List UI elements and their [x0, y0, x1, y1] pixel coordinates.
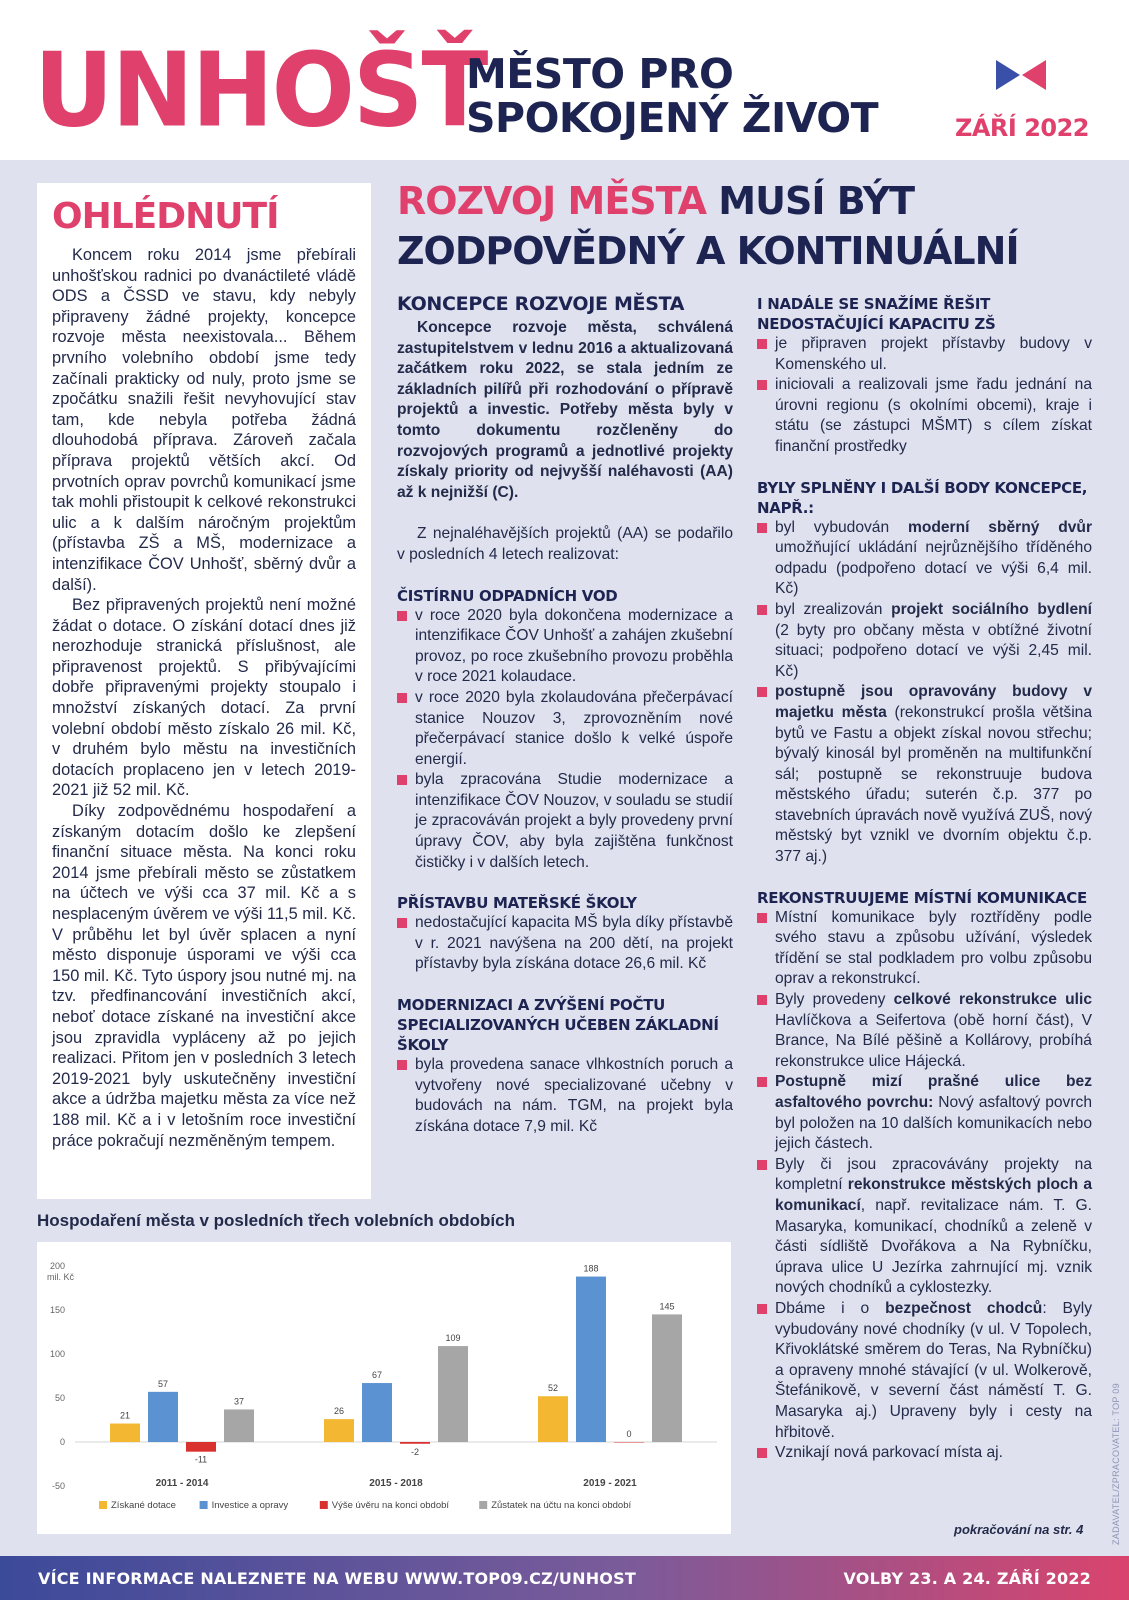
chart-bar	[110, 1424, 140, 1442]
chart-bar	[538, 1396, 568, 1442]
retrospect-paragraph-3: Díky zodpovědnému hospodaření a získaným dotacím došlo ke zlepšení finanční situace města. Na konci roku 2014 jsme přebírali město se zůstatkem na účtech ve výši cca 37 mil. Kč a s nesplaceným úvěrem ve výši 11,5 mil. Kč. V průběhu let byl úvěr splacen a nyní město disponuje úsporami ve výši cca 150 mil. Kč. Tyto úspory jsou nutné mj. na tzv. předfinancování investičních akcí, neboť dotace získané na investiční akce jsou zpravidla vypláceny až po jejich realizaci. Přitom jen v posledních 3 letech 2019-2021 byly uskutečněny investiční akce a údržba majetku města za více než 188 mil. Kč a i v letošním roce investiční práce pokračují nezměněným tempem.	[52, 802, 356, 1150]
y-tick-label: 150	[49, 1305, 65, 1315]
list-item: iniciovali a realizovali jsme řadu jednání na úrovni regionu (s okolními obcemi), kraje i státu (se zástupci MŠMT) s cílem získat finanční prostředky	[757, 375, 1092, 457]
roads-heading: REKONSTRUUJEME MÍSTNÍ KOMUNIKACE	[757, 888, 1087, 907]
slogan-line-1: MĚSTO PRO	[466, 50, 734, 98]
list-item: byla provedena sanace vlhkostních poruch a vytvořeny nové specializované učebny v budovách na nám. TGM, na projekt byla získána dotace 7,9 mil. Kč	[397, 1055, 733, 1137]
slogan-line-2: SPOKOJENÝ ŽIVOT	[466, 94, 879, 142]
kindergarten-heading: PŘÍSTAVBU MATEŘSKÉ ŠKOLY	[397, 894, 637, 913]
continued-note: pokračování na str. 4	[954, 1522, 1084, 1537]
bar-value-label: 37	[233, 1396, 245, 1407]
legend-swatch	[320, 1501, 328, 1509]
list-item: postupně jsou opravovány budovy v majetku města (rekonstrukcí prošla většina bytů ve Fastu a objekt získal novou střechu; bývalý kinosál byl proměněn na multifunkční sál; postupně se rekonstruuje budova městského úřadu; suterén č.p. 377 po stavebních úpravách nově využívá ZUŠ, nový městský byt vznikl ve dvorním objektu č.p. 377 aj.)	[757, 682, 1092, 867]
list-item: v roce 2020 byla dokončena modernizace a intenzifikace ČOV Unhošť a zahájen zkušební provoz, po roce zkušebního provozu proběhla v roce 2021 kolaudace.	[397, 606, 733, 688]
chart-bar	[438, 1346, 468, 1442]
chart-bar	[224, 1409, 254, 1442]
bar-value-label: 109	[445, 1333, 461, 1344]
y-tick-label: 200	[49, 1261, 65, 1271]
main-title	[397, 176, 1019, 276]
list-item: nedostačující kapacita MŠ byla díky přístavbě v r. 2021 navýšena na 200 dětí, na projekt přístavby byla získána dotace 26,6 mil. Kč	[397, 913, 733, 975]
finance-chart-svg	[37, 1242, 731, 1534]
y-tick-label: 100	[49, 1349, 65, 1359]
list-item: byla zpracována Studie modernizace a intenzifikace ČOV Nouzov, v souladu se studií je zpracováván projekt a byly provedeny první úpravy ČOV, aby byla zajištěna funkčnost čističky i v dalších letech.	[397, 770, 733, 873]
x-category-label: 2019 - 2021	[583, 1478, 637, 1489]
list-item: Dbáme i o bezpečnost chodců: Byly vybudovány nové chodníky (v ul. V Topolech, Křivoklátské směrem do Teras, Na Rybníčku) a opraveny mnohé stávající (v ul. Wolkerově, Štefánikově, v severní část náměstí T. G. Masaryka aj.) Upraveny byly i cesty na hřbitově.	[757, 1299, 1092, 1443]
issue-date: ZÁŘÍ 2022	[954, 114, 1089, 142]
chart-bar	[186, 1442, 216, 1452]
bar-value-label: -11	[194, 1454, 208, 1465]
school-heading: MODERNIZACI A ZVÝŠENÍ POČTU SPECIALIZOVANÝCH UČEBEN ZÁKLADNÍ ŠKOLY	[397, 996, 719, 1055]
list-item: Místní komunikace byly roztříděny podle svého stavu a způsobu užívání, výsledek třídění se stal podkladem pro volbu způsobu oprav a rekonstrukcí.	[757, 908, 1092, 990]
x-category-label: 2015 - 2018	[369, 1478, 423, 1489]
kindergarten-list	[397, 913, 733, 975]
retrospect-box	[37, 183, 371, 1199]
bar-value-label: 21	[119, 1410, 131, 1421]
finance-chart	[37, 1242, 731, 1534]
y-tick-label: -50	[51, 1481, 65, 1491]
list-item: Vznikají nová parkovací místa aj.	[757, 1443, 1092, 1464]
retrospect-paragraph-1: Koncem roku 2014 jsme přebírali unhošťskou radnici po dvanáctileté vládě ODS a ČSSD ve stavu, kdy nebyly připraveny žádné projekty, koncepce rozvoje města neexistovala... Během prvního volebního období jsme tedy začínali prakticky od nuly, proto jsme se zpočátku snažili řešit nevyhovující stav tam, kde nebyla potřeba žádná dlouhodobá příprava. Zároveň začala příprava projektů větších akcí. Od prvotních oprav povrchů komunikací jsme tak mohli přistoupit k celkové rekonstrukci ulic a k dalším náročným projektům (přístavba ZŠ a MŠ, modernizace a intenzifikace ČOV Unhošť, sběrný dvůr a další).	[52, 246, 356, 594]
retrospect-paragraph-2: Bez připravených projektů není možné žádat o dotace. O získání dotací dnes již nerozhoduje stranická příslušnost, ale připravenost projektů. S přibývajícími dobře připravenými projekty stoupalo i množství získaných dotací. Za první volební období město získalo 26 mil. Kč, v druhém bylo městu na investičních dotacích proplaceno jen v letech 2019-2021 již 52 mil. Kč.	[52, 596, 356, 800]
chart-bar	[652, 1314, 682, 1442]
bar-value-label: 57	[157, 1378, 169, 1389]
list-item: Byly provedeny celkové rekonstrukce ulic Havlíčkova a Seifertova (obě horní část), V Brance, Na Bílé pěšině a Kollárovy, probíhá rekonstrukce ulice Hájecká.	[757, 990, 1092, 1072]
bar-value-label: 188	[583, 1263, 599, 1274]
bar-value-label: 145	[659, 1301, 675, 1312]
main-title-part-1: MUSÍ BÝT	[706, 179, 915, 223]
list-item: Byly či jsou zpracovávány projekty na kompletní rekonstrukce městských ploch a komunikací, např. revitalizace nám. T. G. Masaryka, komunikací, chodníků a zeleně v části sídliště Dvořákova a Na Rybníčku, úprava ulice U Jezírka zahrnující mj. vznik nových chodníků a cyklostezky.	[757, 1155, 1092, 1299]
legend-label: Zůstatek na účtu na konci období	[491, 1500, 632, 1511]
chart-bar	[148, 1392, 178, 1442]
right-column	[757, 294, 1092, 1464]
chart-bar	[400, 1442, 430, 1444]
footer-website: VÍCE INFORMACE NALEZNETE NA WEBU WWW.TOP09.CZ/UNHOST	[38, 1569, 636, 1588]
bar-value-label: 67	[371, 1370, 383, 1381]
list-item: je připraven projekt přístavby budovy v Komenského ul.	[757, 334, 1092, 375]
chart-bar	[362, 1383, 392, 1442]
footer-election-date: VOLBY 23. A 24. ZÁŘÍ 2022	[843, 1569, 1091, 1588]
slogan	[466, 52, 878, 140]
wastewater-list	[397, 606, 733, 874]
retrospect-heading: OHLÉDNUTÍ	[52, 196, 279, 237]
y-tick-label: 50	[54, 1393, 65, 1403]
list-item: Postupně mizí prašné ulice bez asfaltového povrchu: Nový asfaltový povrch byl položen na 10 dalších komunikacích nebo jejich částech.	[757, 1072, 1092, 1154]
capacity-heading: I NADÁLE SE SNAŽÍME ŘEŠIT NEDOSTAČUJÍCÍ KAPACITU ZŠ	[757, 295, 996, 333]
chart-title: Hospodaření města v posledních třech volebních obdobích	[37, 1211, 515, 1230]
town-name: UNHOŠŤ	[34, 31, 487, 151]
header	[0, 0, 1129, 160]
chart-bar	[324, 1419, 354, 1442]
school-list	[397, 1055, 733, 1137]
chart-bar	[614, 1442, 644, 1443]
concept-heading: KONCEPCE ROZVOJE MĚSTA	[397, 293, 685, 315]
list-item: byl vybudován moderní sběrný dvůr umožňující ukládání nejrůznějšího tříděného odpadu (podpořeno dotací ve výši 6,4 mil. Kč)	[757, 518, 1092, 600]
legend-swatch	[200, 1501, 208, 1509]
bar-value-label: -2	[410, 1446, 420, 1457]
legend-swatch	[479, 1501, 487, 1509]
bar-value-label: 52	[547, 1383, 559, 1394]
wastewater-heading: ČISTÍRNU ODPADNÍCH VOD	[397, 586, 618, 605]
y-tick-label: 0	[59, 1437, 65, 1447]
intro-paragraph: Z nejnaléhavějších projektů (AA) se podařilo v posledních 4 letech realizovat:	[397, 525, 733, 563]
completed-list	[757, 518, 1092, 868]
y-axis-unit: mil. Kč	[47, 1272, 74, 1282]
main-title-highlight: ROZVOJ MĚSTA	[397, 179, 707, 223]
main-title-part-2: ZODPOVĚDNÝ A KONTINUÁLNÍ	[397, 229, 1019, 273]
concept-paragraph: Koncepce rozvoje města, schválená zastupitelstvem v lednu 2016 a aktualizovaná začátkem roku 2022, se stala jedním ze základních pilířů při rozhodování o přípravě projektů a investic. Potřeby města byly v tomto dokumentu rozčleněny do rozvojových programů a jednotlivé projekty získaly priority od nejvyšší naléhavosti (AA) až k nejnižší (C).	[397, 319, 733, 501]
legend-label: Investice a opravy	[211, 1500, 289, 1511]
list-item: byl zrealizován projekt sociálního bydlení (2 byty pro občany města v obtížné životní situaci; podpořeno dotací ve výši 2,45 mil. Kč)	[757, 600, 1092, 682]
roads-list	[757, 908, 1092, 1464]
top09-logo-icon	[996, 58, 1046, 92]
middle-column	[397, 294, 733, 1137]
capacity-list	[757, 334, 1092, 458]
legend-label: Získané dotace	[111, 1500, 176, 1511]
list-item: v roce 2020 byla zkolaudována přečerpávací stanice Nouzov 3, zprovozněním nové přečerpávací stanice došlo k velké úspoře energií.	[397, 688, 733, 770]
legend-label: Výše úvěru na konci období	[331, 1500, 450, 1511]
completed-heading: BYLY SPLNĚNY I DALŠÍ BODY KONCEPCE, NAPŘ.:	[757, 478, 1088, 517]
footer	[0, 1556, 1129, 1600]
bar-value-label: 26	[333, 1406, 345, 1417]
sponsor-note: ZADAVATEL/ZPRACOVATEL: TOP 09	[1111, 1383, 1121, 1545]
legend-swatch	[99, 1501, 107, 1509]
x-category-label: 2011 - 2014	[155, 1478, 209, 1489]
chart-bar	[576, 1277, 606, 1442]
bar-value-label: 0	[626, 1429, 632, 1439]
